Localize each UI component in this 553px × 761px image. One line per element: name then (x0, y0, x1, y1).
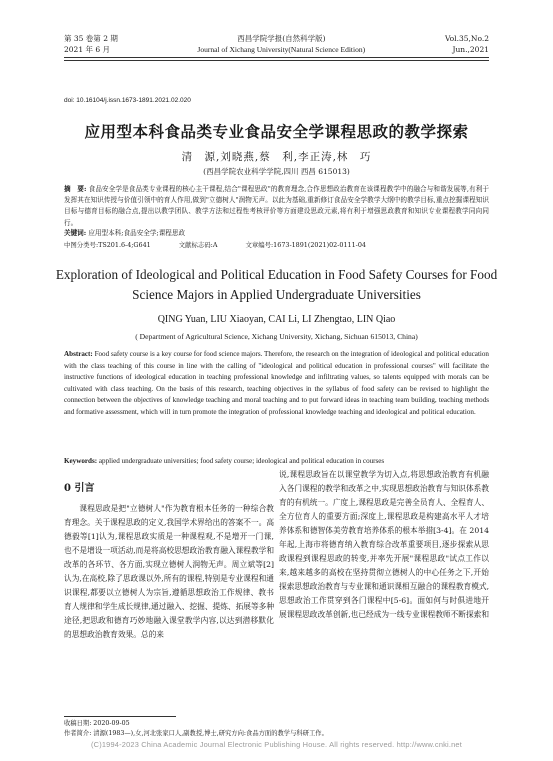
cnki-watermark: (C)1994-2023 China Academic Journal Electronic Publishing House. All rights reserved. http://www.cnki.net (91, 740, 462, 749)
title-zh: 应用型本科食品类专业食品安全学课程思政的教学探索 (84, 122, 469, 141)
abstract-en-label: Abstract: (64, 350, 93, 358)
keywords-zh (64, 228, 489, 239)
header-volume-en: Vol.35,No.2 (444, 34, 489, 43)
keywords-zh-text: 应用型本科;食品安全学;课程思政 (88, 229, 186, 237)
body-paragraph-left: 课程思政是把"立德树人"作为教育根本任务的一种综合教育理念。关于课程思政的定义,我国学术界给出的答案不一。高德毅等[1]认为,课程思政实质是一种课程观,不是增开一门课,也不是增设一项活动,而是将高校思想政治教育融入课程教学和改革的各环节、各方面,实现立德树人润物无声。周立斌等[2]认为,在高校,除了思政课以外,所有的课程,特别是专业课程和通识课程,都要以立德树人为宗旨,遵循思想政治工作规律、教书育人规律和学生成长规律,通过融入、挖掘、提炼、拓展等多种途径,把思政和德育巧妙地融入课堂教学内容,以达到潜移默化的思想政治教育效果。总的来 (64, 504, 275, 639)
abstract-zh (64, 184, 489, 229)
classification-zh (64, 240, 489, 251)
abstract-zh-label: 摘 要: (64, 185, 87, 193)
running-header (64, 33, 489, 55)
keywords-en-label: Keywords: (64, 457, 98, 465)
title-en: Exploration of Ideological and Political Education in Food Safety Courses for Food Science Majors in Applied Undergraduate Universities (55, 267, 498, 302)
header-journal-zh: 西昌学院学报(自然科学版) (237, 34, 326, 43)
body-paragraph-right: 说,课程思政旨在以课堂教学为切入点,将思想政治教育有机融入各门课程的教学和改革之中,实现思想政治教育与知识体系教育的有机统一。广度上,课程思政是完善全员育人、全程育人、全方位育人的重要方面;深度上,课程思政是构建高水平人才培养体系和德智体美劳教育培养体系的根本举措[3-4]。在 2014 年起,上海市将德育纳入教育综合改革重要项目,逐步探索从思政课程到课程思政的转变,并率先开展"课程思政"试点工作以来,越来越多的高校在坚持贯彻立德树人的中心任务之下,开始探索思想政治教育与专业课和通识课相互融合的课程教育模式,思想政治工作贯穿到各门课程中[5-6]。面如何与时俱进地开展课程思政改革创新,也已经成为一线专业课程教师不断探索和 (279, 470, 490, 619)
keywords-en-text: applied undergraduate universities; food safety course; ideological and political education in courses (98, 457, 385, 465)
keywords-zh-label: 关键词: (64, 229, 87, 237)
header-volume: 第 35 卷第 2 期 (64, 34, 118, 43)
body-column-left (64, 482, 274, 642)
article-number: 文章编号:1673-1891(2021)02-0111-04 (245, 241, 366, 249)
body-column-right (279, 468, 489, 622)
abstract-en-text: Food safety course is a key course for food science majors. Therefore, the research on the integration of ideological and political education with the class teaching of this course in line with the calling of "ideological and political education in professional courses" will facilitate the instructive functions of ideological education in teaching professional knowledge and infiltrating values, so talents equipped with morals can be cultivated with class teaching. On the basis of this research, teaching objectives in the syllabus of food safety can be revised to highlight the connection between the objectives of knowledge teaching and moral teaching and to put forward ideas in teaching team building, teaching methods and formative assessment, which will in turn promote the integration of professional knowledge teaching and ideological and political education. (64, 350, 489, 416)
keywords-en (64, 456, 489, 467)
footnote-rule (64, 716, 176, 717)
author-bio: 作者简介: 清源(1983—),女,河北张家口人,副教授,博士,研究方向:食品方面的教学与科研工作。 (64, 730, 328, 737)
header-date-en: Jun.,2021 (452, 45, 489, 54)
received-date: 收稿日期: 2020-09-05 (64, 720, 130, 727)
affiliation-en: ( Department of Agricultural Science, Xichang University, Xichang, Sichuan 615013, China) (135, 332, 418, 341)
authors-en: QING Yuan, LIU Xiaoyan, CAI Li, LI Zhengtao, LIN Qiao (157, 314, 396, 325)
affiliation-zh: (西昌学院农业科学学院,四川 西昌 615013) (203, 167, 350, 176)
footnote (64, 719, 489, 739)
abstract-en (64, 349, 489, 419)
document-code: 文献标志码:A (178, 241, 218, 249)
header-journal-en: Journal of Xichang University(Natural Science Edition) (197, 45, 366, 54)
header-rule (64, 57, 489, 61)
authors-zh: 清 源,刘晓燕,蔡 利,李正涛,林 巧 (181, 151, 372, 163)
header-date: 2021 年 6 月 (64, 45, 111, 54)
clc-number: 中图分类号:TS201.6-4;G641 (64, 241, 151, 249)
section-heading: 0 引言 (64, 483, 95, 494)
doi: doi: 10.16104/j.issn.1673-1891.2021.02.020 (64, 97, 191, 104)
abstract-zh-text: 食品安全学是食品类专业课程的核心主干课程,结合"课程思政"的教育理念,合作思想政治教育在该课程教学中的融合与和谐发展等,有利于发挥其在知识传授与价值引领中的育人作用,做到"立德树人"润物无声。以此为基础,重新修订食品安全学教学大纲中的教学目标,重点挖掘课程知识目标与德育目标的融合点,提出以教学团队、教学方法和过程性考核评价等方面建设思政元素,将有利于增强思政教育和知识专业课程教学同向同行。 (64, 185, 489, 227)
